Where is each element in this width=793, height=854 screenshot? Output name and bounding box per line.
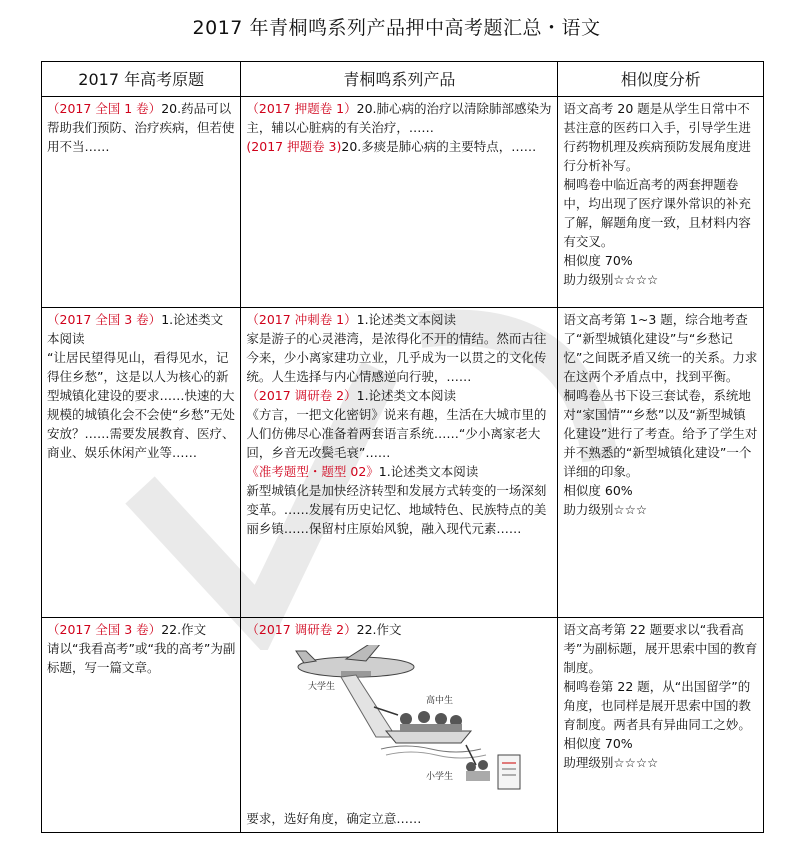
cartoon-label-c: 小学生	[426, 772, 454, 782]
similarity-value: 相似度 60%	[563, 483, 633, 498]
product-cell	[241, 308, 558, 618]
exam-text: 1.论述类文本阅读	[47, 312, 224, 346]
support-level: 助力级别☆☆☆	[563, 502, 648, 517]
product-source: （2017 押题卷 1）	[246, 101, 357, 116]
analysis-cell	[558, 308, 764, 618]
product-text: 要求，选好角度，确定立意……	[246, 811, 422, 826]
product-source: (2017 押题卷 3)	[246, 139, 342, 154]
header-analysis: 相似度分析	[558, 62, 764, 97]
product-text: 家是游子的心灵港湾，是浓得化不开的情结。然而古往今来，少小离家建功立业，几乎成为一以贯之的文化传统。人生选择与内心情感逆向行驶，……	[246, 331, 547, 384]
product-source: （2017 调研卷 2）	[246, 622, 357, 637]
header-row	[42, 62, 764, 97]
product-text: 1.论述类文本阅读	[356, 388, 457, 403]
analysis-text: 语文高考第 22 题要求以“我看高考”为副标题，展开思索中国的教育制度。	[563, 622, 758, 675]
product-text: 20.肺心病的治疗以清除肺部感染为主，辅以心脏病的有关治疗，……	[246, 101, 552, 135]
product-text: 1.论述类文本阅读	[356, 312, 457, 327]
table-row	[42, 97, 764, 308]
product-text: 1.论述类文本阅读	[378, 464, 479, 479]
analysis-cell	[558, 618, 764, 833]
exam-cell	[42, 97, 241, 308]
product-source: （2017 冲刺卷 1）	[246, 312, 357, 327]
product-cell	[241, 618, 558, 833]
comparison-table	[41, 61, 764, 833]
analysis-text: 桐鸣卷丛书下设三套试卷，系统地对“家国情”“乡愁”以及“新型城镇化建设”进行了考查。给予了学生对并不熟悉的“新型城镇化建设”一个详细的印象。	[563, 388, 758, 479]
exam-cell	[42, 618, 241, 833]
product-text: 22.作文	[356, 622, 402, 637]
exam-text: “让居民望得见山，看得见水，记得住乡愁”，这是以人为核心的新型城镇化建设的要求……快速的大规模的城镇化会不会使“乡愁”无处安放？……需要发展教育、医疗、商业、娱乐休闲产业等……	[47, 350, 235, 460]
exam-text: 20.药品可以帮助我们预防、治疗疾病，但若使用不当……	[47, 101, 235, 154]
product-text: 20.多痰是肺心病的主要特点，……	[341, 139, 537, 154]
exam-source: （2017 全国 3 卷）	[47, 312, 162, 327]
product-text: 新型城镇化是加快经济转型和发展方式转变的一场深刻变革。……发展有历史记忆、地域特色、民族特点的美丽乡镇……保留村庄原始风貌，融入现代元素……	[246, 483, 547, 536]
exam-text: 请以“我看高考”或“我的高考”为副标题，写一篇文章。	[47, 641, 236, 675]
similarity-value: 相似度 70%	[563, 736, 633, 751]
exam-source: （2017 全国 3 卷）	[47, 622, 162, 637]
support-level: 助理级别☆☆☆☆	[563, 755, 659, 770]
cartoon-label-b: 高中生	[426, 696, 454, 706]
exam-source: （2017 全国 1 卷）	[47, 101, 162, 116]
analysis-text: 桐鸣卷第 22 题，从“出国留学”的角度，也同样是展开思索中国的教育制度。两者具有异曲同工之妙。	[563, 679, 751, 732]
table-row	[42, 618, 764, 833]
exam-text: 22.作文	[161, 622, 207, 637]
airplane-icon	[296, 645, 414, 677]
product-source: （2017 调研卷 2）	[246, 388, 357, 403]
table-row	[42, 308, 764, 618]
page-title: 2017 年青桐鸣系列产品押中高考题汇总・语文	[192, 17, 601, 39]
support-level: 助力级别☆☆☆☆	[563, 272, 659, 287]
cartoon-image	[286, 645, 526, 795]
analysis-text: 语文高考第 1~3 题，综合地考查了“新型城镇化建设”与“乡愁记忆”之间既矛盾又统一的关系。力求在这两个矛盾点中，找到平衡。	[563, 312, 758, 384]
analysis-text: 语文高考 20 题是从学生日常中不甚注意的医药口入手，引导学生进行药物机理及疾病预防发展角度进行分析补写。	[563, 101, 751, 173]
header-product: 青桐鸣系列产品	[241, 62, 558, 97]
exam-cell	[42, 308, 241, 618]
cartoon-label-a: 大学生	[308, 682, 336, 692]
analysis-cell	[558, 97, 764, 308]
product-source: 《准考题型・题型 02》	[246, 464, 379, 479]
product-cell	[241, 97, 558, 308]
header-exam: 2017 年高考原题	[42, 62, 241, 97]
analysis-text: 桐鸣卷中临近高考的两套押题卷中，均出现了医疗课外常识的补充了解，解题角度一致，且材料内容有交叉。	[563, 177, 751, 249]
similarity-value: 相似度 70%	[563, 253, 633, 268]
product-text: 《方言，一把文化密钥》说来有趣，生活在大城市里的人们仿佛尽心准备着两套语言系统……“少小离家老大回，乡音无改鬓毛衰”……	[246, 407, 547, 460]
